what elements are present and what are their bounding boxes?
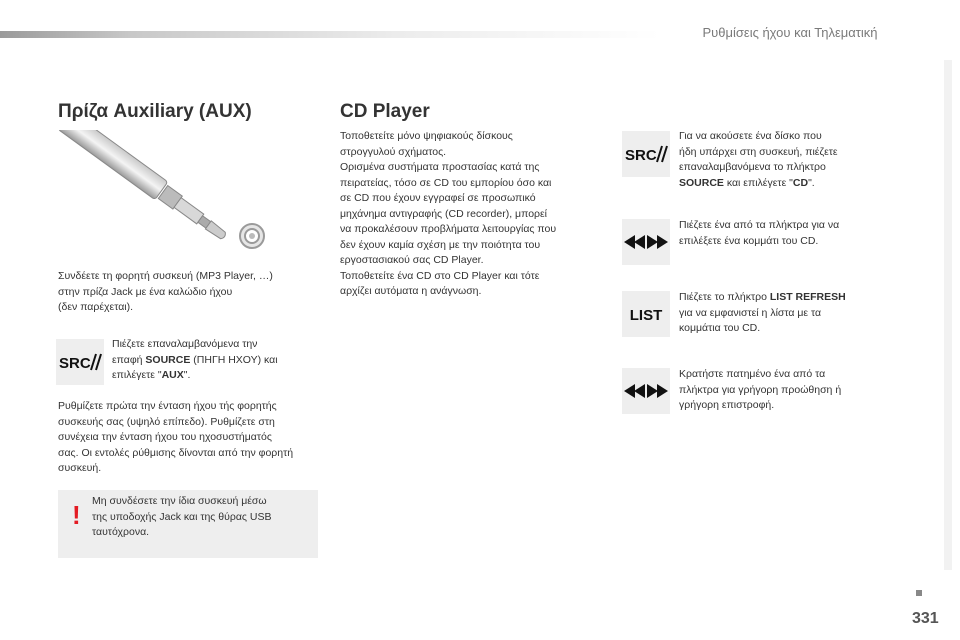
fast-forward-rewind-button[interactable]	[622, 368, 670, 414]
aux-intro-line: (δεν παρέχεται).	[58, 301, 134, 313]
svg-text:SRC: SRC	[625, 147, 657, 164]
header-bar	[0, 31, 660, 38]
svg-text:SRC: SRC	[59, 355, 91, 372]
cd-step-source: Για να ακούσετε ένα δίσκο που ήδη υπάρχει στη συσκευή, πιέζετε επαναλαμβανόμενα το πλήκτρο SOURCE και επιλέγετε "CD".	[679, 130, 838, 189]
src-icon	[58, 351, 102, 373]
aux-intro-line: στην πρίζα Jack με ένα καλώδιο ήχου	[58, 285, 233, 298]
svg-text:LIST: LIST	[629, 307, 663, 324]
src-icon	[624, 143, 668, 165]
prev-next-arrows-icon	[624, 233, 668, 251]
warning-icon: !	[72, 500, 81, 530]
list-button[interactable]	[622, 291, 670, 337]
aux-intro	[58, 269, 273, 316]
page-number: 331	[912, 610, 939, 627]
aux-source-step: Πιέζετε επαναλαμβανόμενα την επαφή SOURCE (ΠΗΓΗ ΗΧΟΥ) και επιλέγετε "AUX".	[112, 338, 278, 381]
cd-step-track: Πιέζετε ένα από τα πλήκτρα για να επιλέξετε ένα κομμάτι του CD.	[679, 219, 840, 247]
side-tab	[944, 60, 952, 570]
aux-volume: Ρυθμίζετε πρώτα την ένταση ήχου τής φορητής συσκευής σας (υψηλό επίπεδο). Ρυθμίζετε στη συνέχεια την ένταση ήχου του ηχοσυστήματός σας. Οι εντολές ρύθμισης δίνονται από την φορητή συσκευή.	[58, 400, 294, 474]
aux-step-line: Πιέζετε επαναλαμβανόμενα την	[112, 338, 258, 350]
cd-body: Τοποθετείτε μόνο ψηφιακούς δίσκους στρογγυλού σχήματος. Ορισμένα συστήματα προστασίας κατά της πειρατείας, τόσο σε CD του εμπορίου όσο και σε CD που έχουν εγγραφεί σε προσωπικό μηχάνημα αντιγραφής (CD recorder), μπορεί να προκαλέσουν προβλήματα λειτουργίας που δεν έχουν καμία σχέση με την ποιότητα του εργοστασιακού σας CD Player. Τοποθετείτε ένα CD στο CD Player και τότε αρχίζει αυτόματα η ανάγνωση.	[340, 130, 557, 297]
warning-text: Μη συνδέσετε την ίδια συσκευή μέσω της υποδοχής Jack και της θύρας USB ταυτόχρονα.	[92, 495, 272, 538]
track-select-button[interactable]	[622, 219, 670, 265]
cd-heading: CD Player	[340, 101, 430, 122]
cd-step-seek: Κρατήστε πατημένο ένα από τα πλήκτρα για γρήγορη προώθηση ή γρήγορη επιστροφή.	[679, 368, 842, 411]
cd-step-list: Πιέζετε το πλήκτρο LIST REFRESH για να εμφανιστεί η λίστα με τα κομμάτια του CD.	[679, 291, 846, 334]
prev-next-arrows-icon	[624, 382, 668, 400]
src-button[interactable]	[622, 131, 670, 177]
src-button[interactable]	[56, 339, 104, 385]
section-title: Ρυθμίσεις ήχου και Τηλεματική	[702, 25, 878, 40]
aux-heading: Πρίζα Auxiliary (AUX)	[58, 101, 252, 122]
list-icon	[624, 304, 668, 324]
aux-intro-line: Συνδέετε τη φορητή συσκευή (MP3 Player, …)	[58, 270, 273, 282]
page-marker	[916, 590, 922, 596]
jack-plug-icon	[52, 130, 272, 252]
